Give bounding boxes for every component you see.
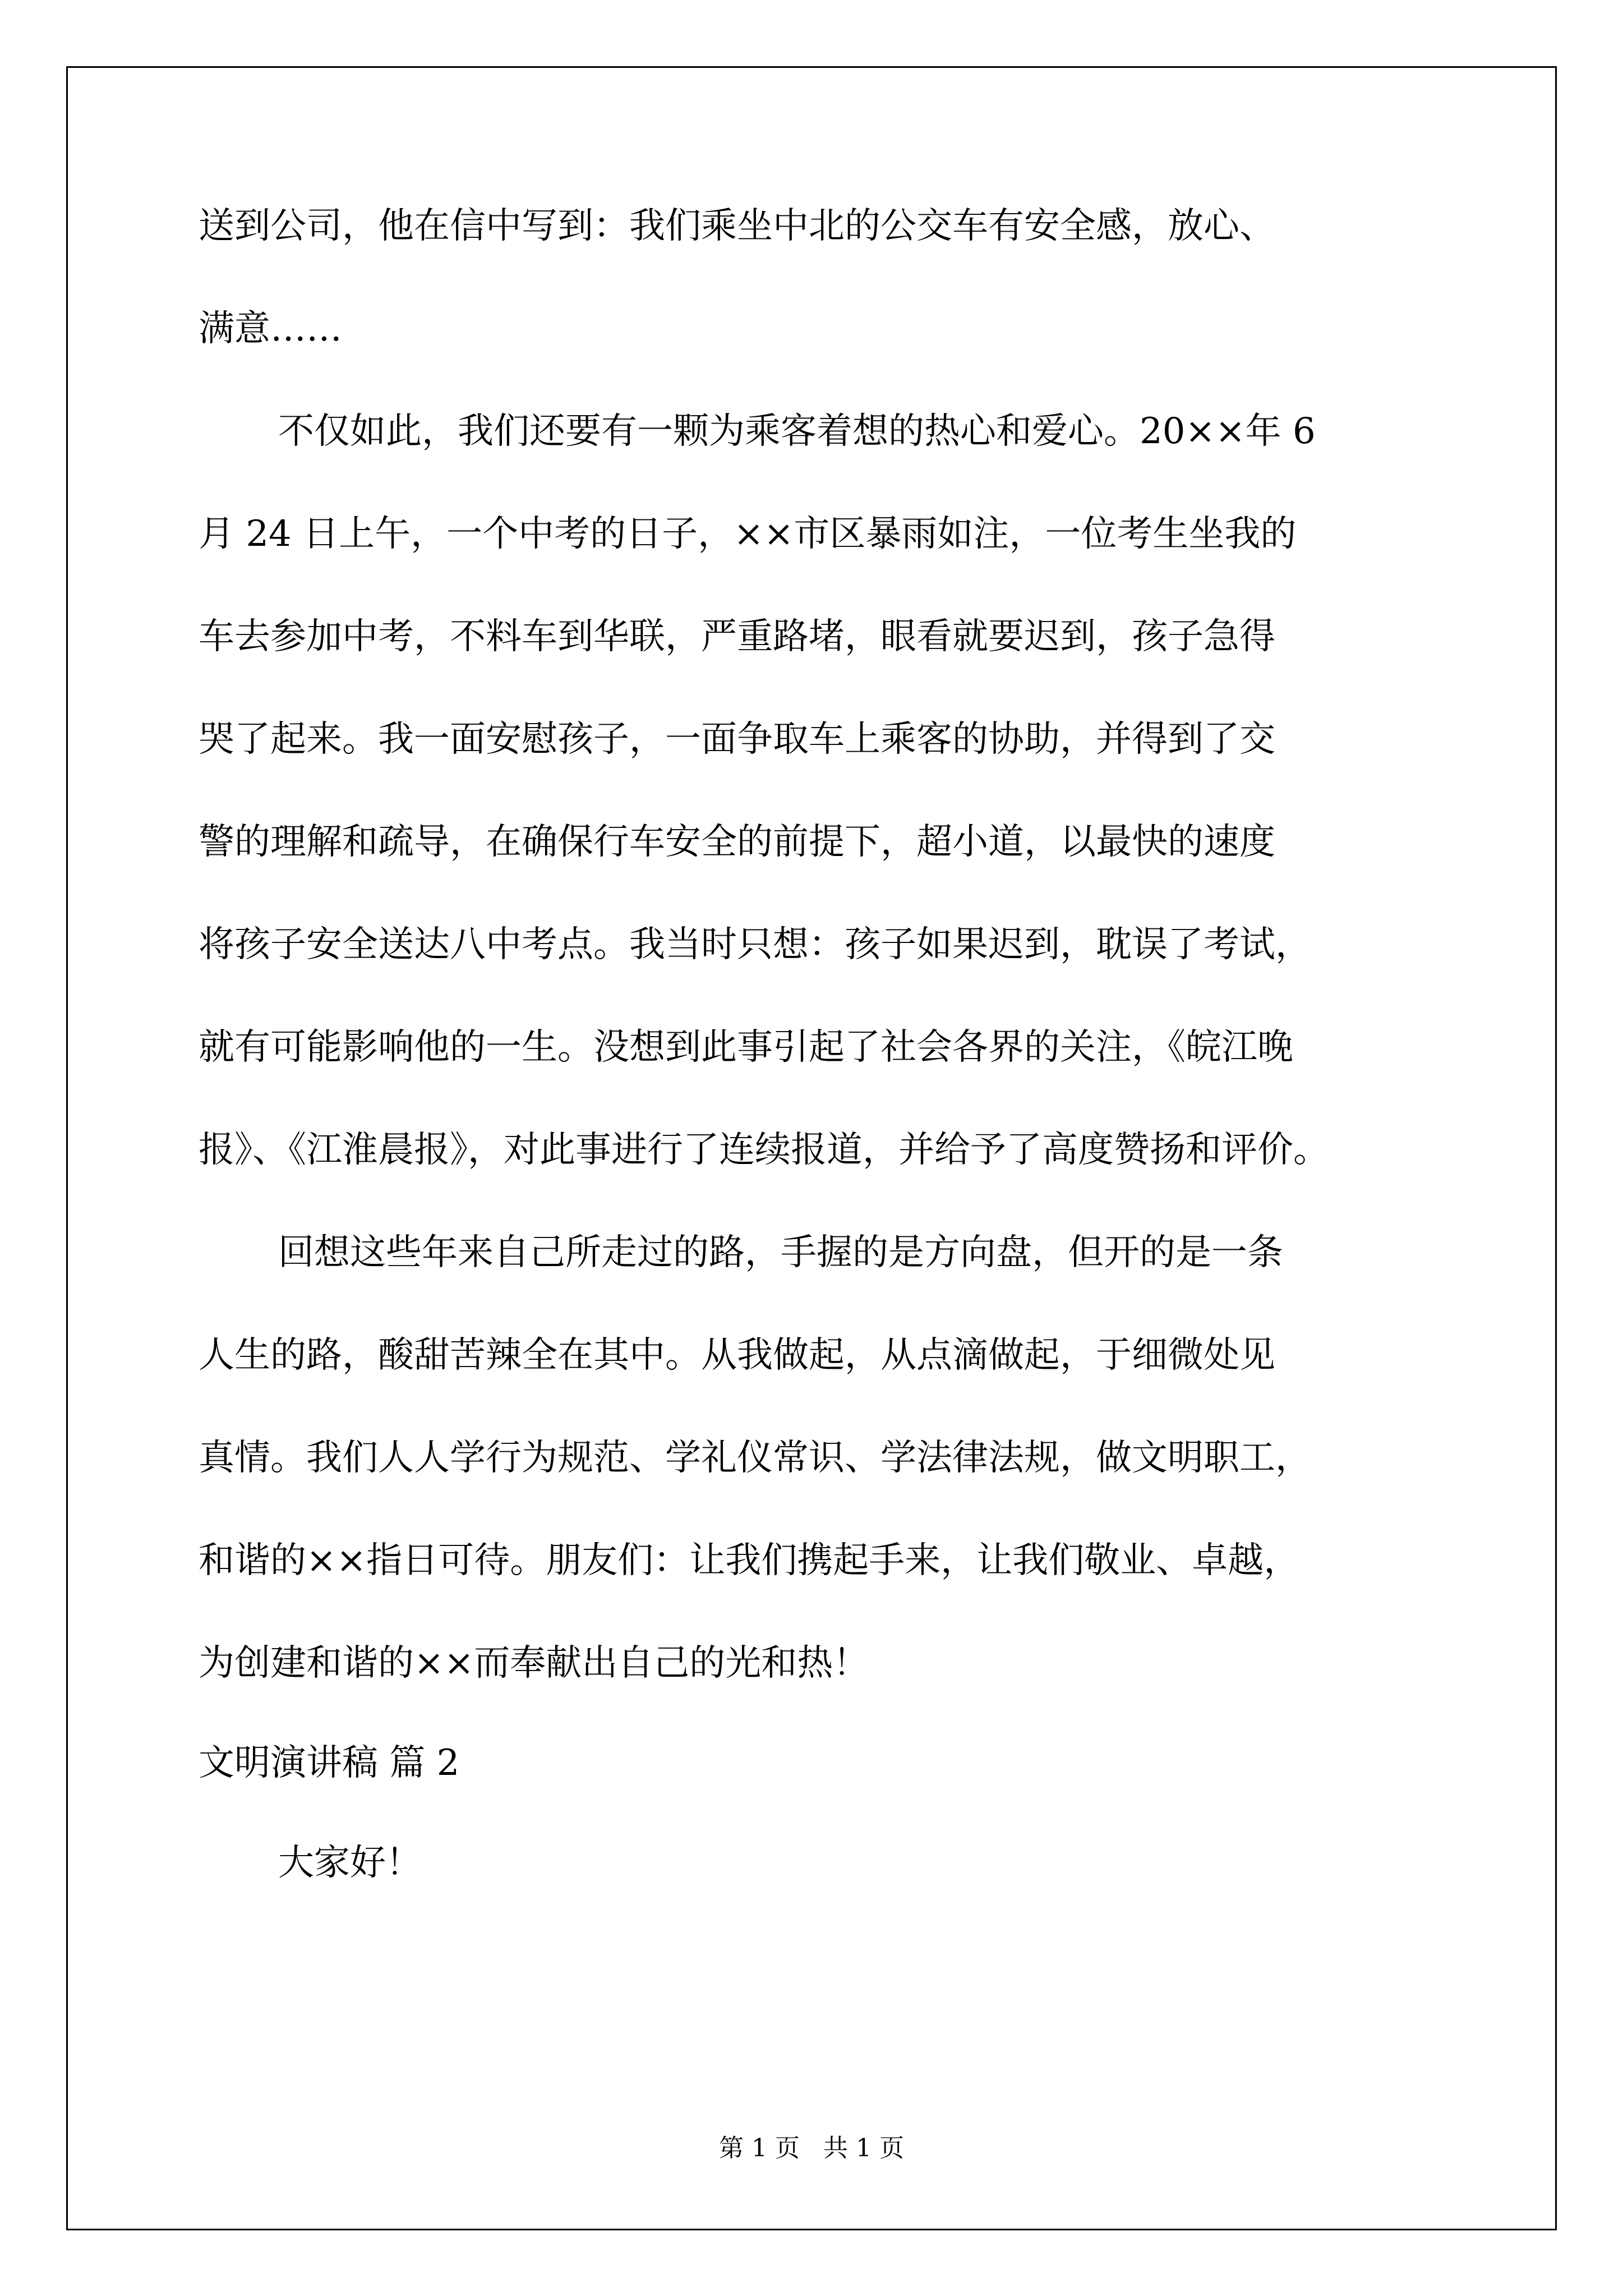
text-line: 哭了起来。我一面安慰孩子，一面争取车上乘客的协助，并得到了交 (199, 719, 1275, 760)
text-line: 满意…… (199, 308, 342, 349)
section-heading: 文明演讲稿 篇 2 (199, 1742, 460, 1784)
greeting: 大家好！ (278, 1842, 422, 1884)
text-line: 将孩子安全送达八中考点。我当时只想：孩子如果迟到，耽误了考试， (199, 924, 1311, 965)
page-number-current: 第 1 页 (719, 2134, 800, 2162)
paragraph-start-line: 回想这些年来自己所走过的路，手握的是方向盘，但开的是一条 (278, 1232, 1283, 1273)
text-line: 车去参加中考，不料车到华联，严重路堵，眼看就要迟到，孩子急得 (199, 616, 1275, 657)
text-line: 警的理解和疏导，在确保行车安全的前提下，超小道，以最快的速度 (199, 821, 1275, 863)
text-line: 就有可能影响他的一生。没想到此事引起了社会各界的关注，《皖江晚 (199, 1027, 1293, 1068)
text-line: 月 24 日上午，一个中考的日子，××市区暴雨如注，一位考生坐我的 (199, 513, 1297, 555)
text-line: 人生的路，酸甜苦辣全在其中。从我做起，从点滴做起，于细微处见 (199, 1335, 1275, 1376)
text-line: 送到公司，他在信中写到：我们乘坐中北的公交车有安全感，放心、 (199, 205, 1275, 247)
text-line: 和谐的××指日可待。朋友们：让我们携起手来，让我们敬业、卓越， (199, 1540, 1300, 1581)
page-number-total: 共 1 页 (823, 2134, 904, 2162)
text-line: 为创建和谐的××而奉献出自己的光和热！ (199, 1642, 869, 1684)
text-line: 真情。我们人人学行为规范、学礼仪常识、学法律法规，做文明职工， (199, 1437, 1311, 1479)
page-footer (0, 2132, 1623, 2165)
text-line: 报》、《江淮晨报》，对此事进行了连续报道，并给予了高度赞扬和评价。 (199, 1129, 1329, 1171)
paragraph-start-line: 不仅如此，我们还要有一颗为乘客着想的热心和爱心。20××年 6 (278, 411, 1316, 452)
